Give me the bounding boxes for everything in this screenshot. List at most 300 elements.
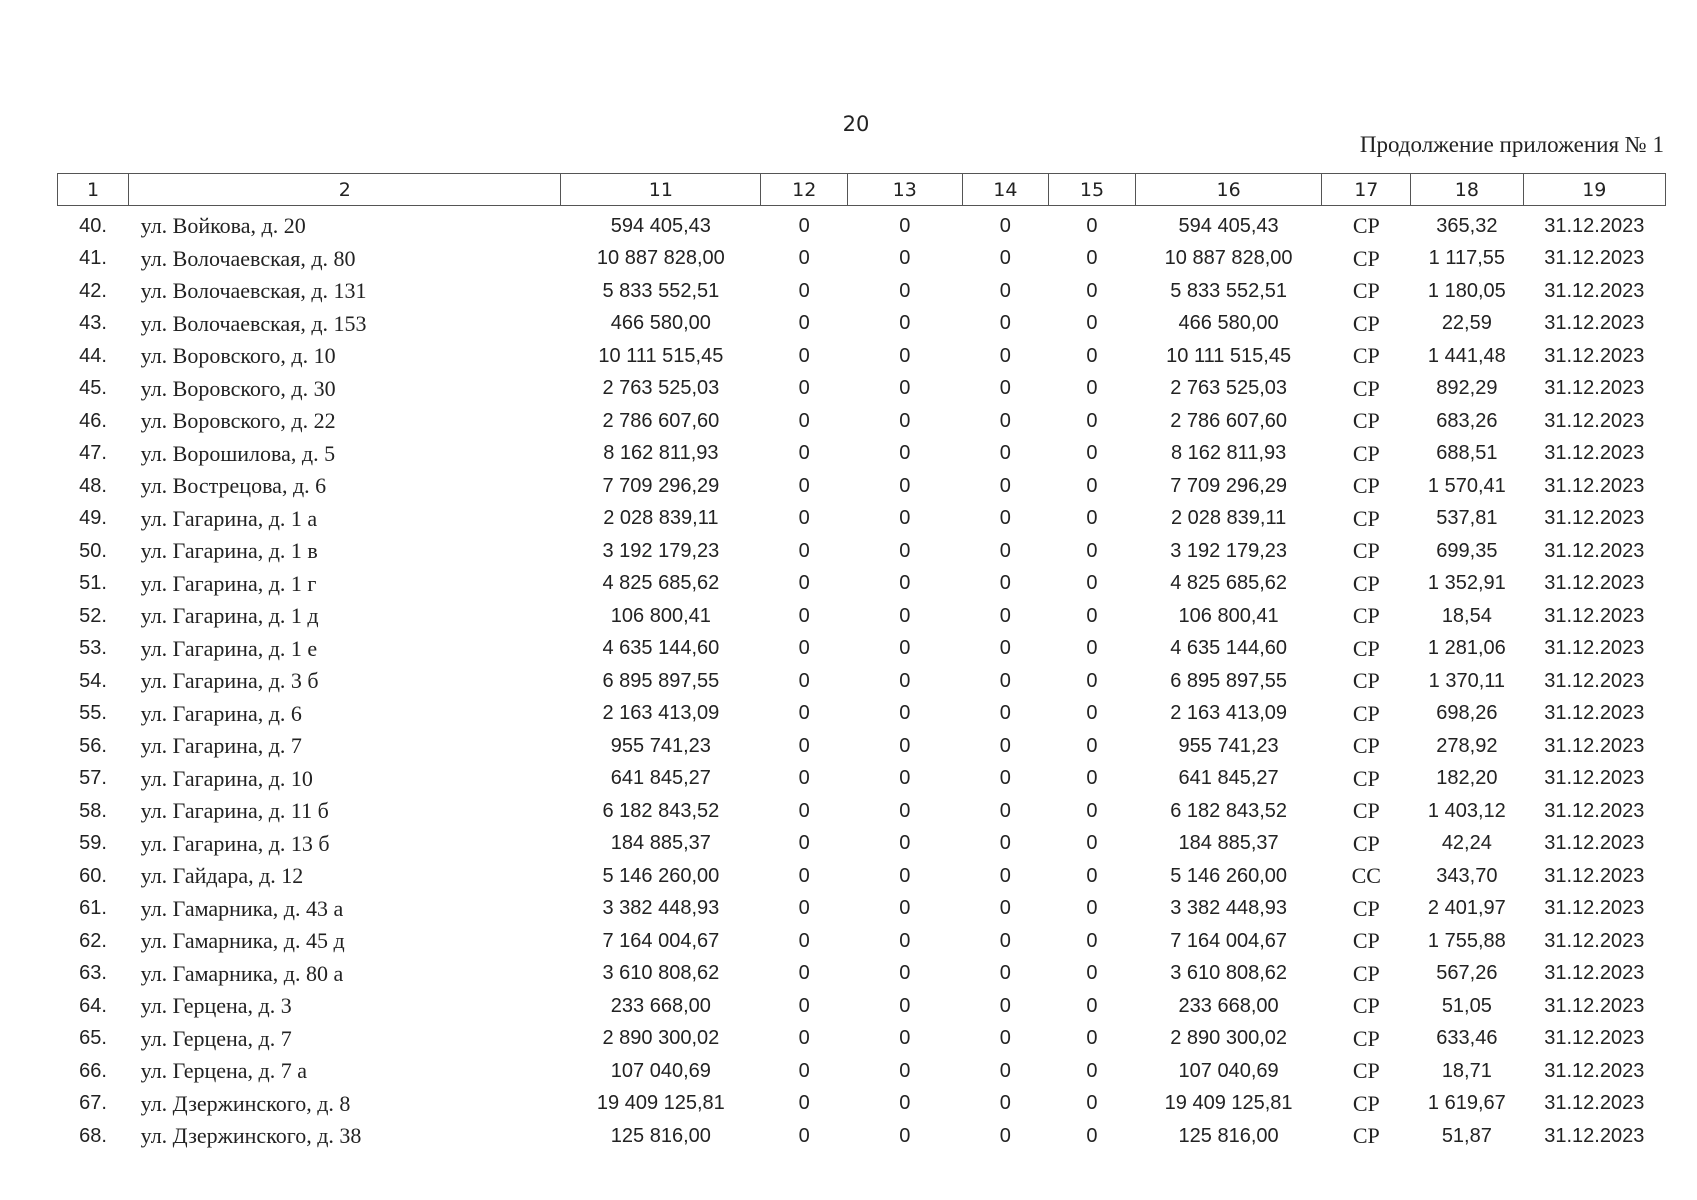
value-col-13: 0 xyxy=(899,344,911,367)
area-value: 567,26 xyxy=(1436,962,1498,985)
type-code: СР xyxy=(1352,635,1380,661)
type-code: СР xyxy=(1352,733,1380,759)
area-value: 182,20 xyxy=(1436,767,1498,790)
area-value: 51,87 xyxy=(1441,1124,1492,1147)
value-col-14: 0 xyxy=(999,279,1011,302)
area-value: 892,29 xyxy=(1436,377,1498,400)
value-col-12: 0 xyxy=(798,897,810,920)
total-amount: 2 786 607,60 xyxy=(1170,409,1287,432)
row-number: 58. xyxy=(79,799,107,822)
row-number: 65. xyxy=(79,1027,107,1050)
row-number: 50. xyxy=(79,539,107,562)
type-code: СР xyxy=(1352,765,1380,791)
amount-col-11: 10 887 828,00 xyxy=(596,247,725,270)
amount-col-11: 5 146 260,00 xyxy=(602,864,720,887)
type-code: СР xyxy=(1352,408,1380,434)
value-col-12: 0 xyxy=(798,669,810,692)
value-col-15: 0 xyxy=(1086,832,1098,855)
deadline-date: 31.12.2023 xyxy=(1544,1092,1645,1115)
total-amount: 7 164 004,67 xyxy=(1170,929,1287,952)
total-amount: 19 409 125,81 xyxy=(1164,1092,1293,1115)
total-amount: 6 895 897,55 xyxy=(1170,669,1287,692)
table-row xyxy=(58,1120,1666,1153)
total-amount: 955 741,23 xyxy=(1178,734,1279,757)
amount-col-11: 4 635 144,60 xyxy=(602,637,720,660)
table-row xyxy=(58,958,1666,991)
deadline-date: 31.12.2023 xyxy=(1544,247,1645,270)
area-value: 683,26 xyxy=(1436,409,1498,432)
row-number: 49. xyxy=(79,507,107,530)
value-col-15: 0 xyxy=(1086,214,1098,237)
value-col-15: 0 xyxy=(1086,897,1098,920)
total-amount: 2 028 839,11 xyxy=(1170,507,1287,530)
value-col-12: 0 xyxy=(798,929,810,952)
value-col-15: 0 xyxy=(1086,409,1098,432)
table-row xyxy=(58,763,1666,796)
value-col-14: 0 xyxy=(999,1124,1011,1147)
amount-col-11: 5 833 552,51 xyxy=(602,279,720,302)
value-col-15: 0 xyxy=(1086,1027,1098,1050)
value-col-12: 0 xyxy=(798,409,810,432)
area-value: 633,46 xyxy=(1436,1027,1498,1050)
amount-col-11: 184 885,37 xyxy=(610,832,711,855)
column-header: 11 xyxy=(561,174,761,206)
value-col-14: 0 xyxy=(999,767,1011,790)
amount-col-11: 19 409 125,81 xyxy=(596,1092,725,1115)
amount-col-11: 466 580,00 xyxy=(610,312,711,335)
address: ул. Гамарника, д. 45 д xyxy=(140,928,345,954)
value-col-12: 0 xyxy=(798,474,810,497)
total-amount: 5 833 552,51 xyxy=(1170,279,1287,302)
amount-col-11: 10 111 515,45 xyxy=(598,344,724,367)
column-header: 12 xyxy=(761,174,848,206)
value-col-14: 0 xyxy=(999,994,1011,1017)
value-col-14: 0 xyxy=(999,247,1011,270)
value-col-13: 0 xyxy=(899,377,911,400)
table-row xyxy=(58,535,1666,568)
row-number: 59. xyxy=(79,832,107,855)
value-col-13: 0 xyxy=(899,1027,911,1050)
value-col-13: 0 xyxy=(899,669,911,692)
value-col-14: 0 xyxy=(999,1059,1011,1082)
area-value: 1 619,67 xyxy=(1427,1092,1506,1115)
value-col-15: 0 xyxy=(1086,734,1098,757)
deadline-date: 31.12.2023 xyxy=(1544,214,1645,237)
row-number: 55. xyxy=(79,702,107,725)
value-col-12: 0 xyxy=(798,539,810,562)
table-row xyxy=(58,373,1666,406)
value-col-14: 0 xyxy=(999,929,1011,952)
value-col-15: 0 xyxy=(1086,572,1098,595)
value-col-15: 0 xyxy=(1086,669,1098,692)
type-code: СР xyxy=(1352,570,1380,596)
deadline-date: 31.12.2023 xyxy=(1544,767,1645,790)
value-col-13: 0 xyxy=(899,442,911,465)
value-col-12: 0 xyxy=(798,312,810,335)
value-col-14: 0 xyxy=(999,344,1011,367)
type-code: СР xyxy=(1352,895,1380,921)
value-col-14: 0 xyxy=(999,864,1011,887)
column-header: 13 xyxy=(848,174,962,206)
value-col-15: 0 xyxy=(1086,442,1098,465)
amount-col-11: 3 610 808,62 xyxy=(602,962,720,985)
value-col-14: 0 xyxy=(999,637,1011,660)
deadline-date: 31.12.2023 xyxy=(1544,832,1645,855)
value-col-13: 0 xyxy=(899,799,911,822)
deadline-date: 31.12.2023 xyxy=(1544,539,1645,562)
deadline-date: 31.12.2023 xyxy=(1544,474,1645,497)
type-code: СР xyxy=(1352,1123,1380,1149)
row-number: 42. xyxy=(79,279,107,302)
column-header: 17 xyxy=(1322,174,1411,206)
area-value: 1 117,55 xyxy=(1428,247,1506,270)
total-amount: 4 825 685,62 xyxy=(1170,572,1287,595)
value-col-12: 0 xyxy=(798,962,810,985)
type-code: СР xyxy=(1352,700,1380,726)
table-row xyxy=(58,206,1666,243)
value-col-13: 0 xyxy=(899,1092,911,1115)
address: ул. Воровского, д. 22 xyxy=(140,408,336,434)
value-col-14: 0 xyxy=(999,312,1011,335)
deadline-date: 31.12.2023 xyxy=(1544,1124,1645,1147)
row-number: 64. xyxy=(79,994,107,1017)
table-row xyxy=(58,503,1666,536)
total-amount: 6 182 843,52 xyxy=(1170,799,1287,822)
deadline-date: 31.12.2023 xyxy=(1544,604,1645,627)
amount-col-11: 8 162 811,93 xyxy=(603,442,719,465)
table-row xyxy=(58,308,1666,341)
type-code: СР xyxy=(1352,245,1380,271)
value-col-14: 0 xyxy=(999,377,1011,400)
column-header: 18 xyxy=(1411,174,1523,206)
table-row xyxy=(58,633,1666,666)
amount-col-11: 7 709 296,29 xyxy=(602,474,720,497)
table-row xyxy=(58,1023,1666,1056)
value-col-13: 0 xyxy=(899,214,911,237)
address: ул. Гагарина, д. 13 б xyxy=(140,830,330,856)
value-col-14: 0 xyxy=(999,409,1011,432)
area-value: 537,81 xyxy=(1436,507,1498,530)
row-number: 61. xyxy=(79,897,107,920)
address: ул. Гагарина, д. 3 б xyxy=(140,668,319,694)
area-value: 18,54 xyxy=(1441,604,1492,627)
table-row xyxy=(58,730,1666,763)
amount-col-11: 6 895 897,55 xyxy=(602,669,720,692)
value-col-15: 0 xyxy=(1086,344,1098,367)
column-header: 16 xyxy=(1135,174,1322,206)
value-col-14: 0 xyxy=(999,1027,1011,1050)
address: ул. Герцена, д. 7 а xyxy=(140,1058,308,1084)
value-col-12: 0 xyxy=(798,994,810,1017)
total-amount: 2 763 525,03 xyxy=(1170,377,1287,400)
value-col-13: 0 xyxy=(899,897,911,920)
address: ул. Войкова, д. 20 xyxy=(140,213,306,239)
address: ул. Герцена, д. 3 xyxy=(140,993,292,1019)
type-code: СР xyxy=(1352,1025,1380,1051)
address: ул. Вострецова, д. 6 xyxy=(140,473,327,499)
deadline-date: 31.12.2023 xyxy=(1544,1059,1645,1082)
table-row xyxy=(58,698,1666,731)
value-col-13: 0 xyxy=(899,832,911,855)
value-col-13: 0 xyxy=(899,994,911,1017)
total-amount: 233 668,00 xyxy=(1178,994,1279,1017)
address: ул. Гагарина, д. 1 г xyxy=(140,570,317,596)
row-number: 54. xyxy=(79,669,107,692)
deadline-date: 31.12.2023 xyxy=(1544,344,1645,367)
header-row xyxy=(58,174,1666,206)
row-number: 60. xyxy=(79,864,107,887)
data-table xyxy=(57,173,1666,1153)
value-col-15: 0 xyxy=(1086,247,1098,270)
type-code: СС xyxy=(1351,863,1381,889)
area-value: 688,51 xyxy=(1436,442,1498,465)
type-code: СР xyxy=(1352,668,1380,694)
area-value: 365,32 xyxy=(1436,214,1498,237)
total-amount: 594 405,43 xyxy=(1178,214,1279,237)
table-row xyxy=(58,340,1666,373)
amount-col-11: 2 786 607,60 xyxy=(602,409,720,432)
area-value: 1 441,48 xyxy=(1427,344,1506,367)
value-col-13: 0 xyxy=(899,572,911,595)
type-code: СР xyxy=(1352,1058,1380,1084)
type-code: СР xyxy=(1352,993,1380,1019)
value-col-14: 0 xyxy=(999,572,1011,595)
total-amount: 4 635 144,60 xyxy=(1170,637,1287,660)
value-col-15: 0 xyxy=(1086,702,1098,725)
table-row xyxy=(58,275,1666,308)
row-number: 57. xyxy=(79,767,107,790)
row-number: 67. xyxy=(79,1092,107,1115)
value-col-12: 0 xyxy=(798,832,810,855)
value-col-12: 0 xyxy=(798,214,810,237)
table-row xyxy=(58,828,1666,861)
table-row xyxy=(58,665,1666,698)
value-col-12: 0 xyxy=(798,377,810,400)
table-row xyxy=(58,1088,1666,1121)
type-code: СР xyxy=(1352,440,1380,466)
table-row xyxy=(58,470,1666,503)
address: ул. Воровского, д. 10 xyxy=(140,343,336,369)
value-col-13: 0 xyxy=(899,637,911,660)
deadline-date: 31.12.2023 xyxy=(1544,442,1645,465)
value-col-15: 0 xyxy=(1086,604,1098,627)
type-code: СР xyxy=(1352,538,1380,564)
row-number: 40. xyxy=(79,214,107,237)
value-col-15: 0 xyxy=(1086,799,1098,822)
type-code: СР xyxy=(1352,603,1380,629)
row-number: 46. xyxy=(79,409,107,432)
value-col-15: 0 xyxy=(1086,1124,1098,1147)
address: ул. Ворошилова, д. 5 xyxy=(140,440,336,466)
deadline-date: 31.12.2023 xyxy=(1544,279,1645,302)
amount-col-11: 2 763 525,03 xyxy=(602,377,720,400)
deadline-date: 31.12.2023 xyxy=(1544,962,1645,985)
table-row xyxy=(58,795,1666,828)
deadline-date: 31.12.2023 xyxy=(1544,864,1645,887)
total-amount: 125 816,00 xyxy=(1178,1124,1279,1147)
row-number: 43. xyxy=(79,312,107,335)
type-code: СР xyxy=(1352,798,1380,824)
deadline-date: 31.12.2023 xyxy=(1544,702,1645,725)
address: ул. Гайдара, д. 12 xyxy=(140,863,304,889)
table-body xyxy=(58,206,1666,1153)
value-col-13: 0 xyxy=(899,929,911,952)
value-col-15: 0 xyxy=(1086,539,1098,562)
deadline-date: 31.12.2023 xyxy=(1544,734,1645,757)
value-col-12: 0 xyxy=(798,279,810,302)
deadline-date: 31.12.2023 xyxy=(1544,637,1645,660)
amount-col-11: 3 192 179,23 xyxy=(602,539,720,562)
continuation-title: Продолжение приложения № 1 xyxy=(1359,132,1664,157)
total-amount: 5 146 260,00 xyxy=(1170,864,1287,887)
value-col-12: 0 xyxy=(798,604,810,627)
row-number: 44. xyxy=(79,344,107,367)
row-number: 47. xyxy=(79,442,107,465)
type-code: СР xyxy=(1352,213,1380,239)
value-col-14: 0 xyxy=(999,669,1011,692)
column-header: 14 xyxy=(962,174,1049,206)
table-row xyxy=(58,925,1666,958)
address: ул. Гагарина, д. 1 е xyxy=(140,635,318,661)
total-amount: 3 610 808,62 xyxy=(1170,962,1287,985)
row-number: 45. xyxy=(79,377,107,400)
address: ул. Гагарина, д. 1 д xyxy=(140,603,319,629)
value-col-15: 0 xyxy=(1086,864,1098,887)
amount-col-11: 594 405,43 xyxy=(610,214,711,237)
table-row xyxy=(58,405,1666,438)
deadline-date: 31.12.2023 xyxy=(1544,994,1645,1017)
table-row xyxy=(58,243,1666,276)
value-col-15: 0 xyxy=(1086,994,1098,1017)
type-code: СР xyxy=(1352,830,1380,856)
value-col-13: 0 xyxy=(899,312,911,335)
amount-col-11: 2 163 413,09 xyxy=(602,702,720,725)
area-value: 343,70 xyxy=(1436,864,1498,887)
value-col-13: 0 xyxy=(899,1124,911,1147)
value-col-12: 0 xyxy=(798,702,810,725)
value-col-14: 0 xyxy=(999,832,1011,855)
value-col-13: 0 xyxy=(899,767,911,790)
row-number: 53. xyxy=(79,637,107,660)
amount-col-11: 955 741,23 xyxy=(610,734,711,757)
address: ул. Герцена, д. 7 xyxy=(140,1025,292,1051)
type-code: СР xyxy=(1352,960,1380,986)
value-col-15: 0 xyxy=(1086,929,1098,952)
total-amount: 3 192 179,23 xyxy=(1170,539,1287,562)
deadline-date: 31.12.2023 xyxy=(1544,409,1645,432)
address: ул. Волочаевская, д. 131 xyxy=(140,278,367,304)
value-col-13: 0 xyxy=(899,247,911,270)
column-header: 1 xyxy=(58,174,129,206)
total-amount: 641 845,27 xyxy=(1178,767,1279,790)
row-number: 41. xyxy=(79,247,107,270)
table-row xyxy=(58,600,1666,633)
area-value: 1 403,12 xyxy=(1427,799,1506,822)
total-amount: 7 709 296,29 xyxy=(1170,474,1287,497)
area-value: 1 281,06 xyxy=(1427,637,1506,660)
value-col-12: 0 xyxy=(798,1059,810,1082)
value-col-15: 0 xyxy=(1086,312,1098,335)
area-value: 22,59 xyxy=(1441,312,1492,335)
value-col-15: 0 xyxy=(1086,279,1098,302)
value-col-13: 0 xyxy=(899,1059,911,1082)
type-code: СР xyxy=(1352,343,1380,369)
table-row xyxy=(58,990,1666,1023)
value-col-14: 0 xyxy=(999,734,1011,757)
area-value: 699,35 xyxy=(1436,539,1498,562)
type-code: СР xyxy=(1352,278,1380,304)
value-col-14: 0 xyxy=(999,214,1011,237)
value-col-14: 0 xyxy=(999,702,1011,725)
column-header: 15 xyxy=(1049,174,1136,206)
address: ул. Гамарника, д. 80 а xyxy=(140,960,344,986)
address: ул. Дзержинского, д. 38 xyxy=(140,1123,362,1149)
address: ул. Дзержинского, д. 8 xyxy=(140,1090,351,1116)
deadline-date: 31.12.2023 xyxy=(1544,929,1645,952)
value-col-12: 0 xyxy=(798,767,810,790)
amount-col-11: 4 825 685,62 xyxy=(602,572,720,595)
deadline-date: 31.12.2023 xyxy=(1544,507,1645,530)
table-row xyxy=(58,1055,1666,1088)
area-value: 1 755,88 xyxy=(1427,929,1506,952)
column-header: 19 xyxy=(1523,174,1665,206)
area-value: 51,05 xyxy=(1441,994,1492,1017)
amount-col-11: 7 164 004,67 xyxy=(602,929,720,952)
value-col-12: 0 xyxy=(798,442,810,465)
total-amount: 106 800,41 xyxy=(1178,604,1279,627)
deadline-date: 31.12.2023 xyxy=(1544,1027,1645,1050)
value-col-14: 0 xyxy=(999,539,1011,562)
total-amount: 2 890 300,02 xyxy=(1170,1027,1287,1050)
deadline-date: 31.12.2023 xyxy=(1544,669,1645,692)
total-amount: 8 162 811,93 xyxy=(1170,442,1287,465)
row-number: 62. xyxy=(79,929,107,952)
table-row xyxy=(58,860,1666,893)
total-amount: 10 111 515,45 xyxy=(1166,344,1292,367)
value-col-12: 0 xyxy=(798,507,810,530)
value-col-15: 0 xyxy=(1086,474,1098,497)
address: ул. Гагарина, д. 7 xyxy=(140,733,302,759)
value-col-13: 0 xyxy=(899,962,911,985)
value-col-13: 0 xyxy=(899,702,911,725)
value-col-12: 0 xyxy=(798,1124,810,1147)
table-row xyxy=(58,893,1666,926)
value-col-15: 0 xyxy=(1086,507,1098,530)
type-code: СР xyxy=(1352,473,1380,499)
row-number: 52. xyxy=(79,604,107,627)
row-number: 66. xyxy=(79,1059,107,1082)
value-col-12: 0 xyxy=(798,572,810,595)
amount-col-11: 106 800,41 xyxy=(610,604,711,627)
value-col-14: 0 xyxy=(999,442,1011,465)
address: ул. Гамарника, д. 43 а xyxy=(140,895,344,921)
deadline-date: 31.12.2023 xyxy=(1544,377,1645,400)
address: ул. Гагарина, д. 11 б xyxy=(140,798,329,824)
value-col-13: 0 xyxy=(899,507,911,530)
area-value: 42,24 xyxy=(1441,832,1492,855)
value-col-14: 0 xyxy=(999,962,1011,985)
value-col-14: 0 xyxy=(999,604,1011,627)
value-col-13: 0 xyxy=(899,474,911,497)
area-value: 2 401,97 xyxy=(1427,897,1506,920)
row-number: 56. xyxy=(79,734,107,757)
address: ул. Гагарина, д. 10 xyxy=(140,765,313,791)
value-col-13: 0 xyxy=(899,734,911,757)
value-col-12: 0 xyxy=(798,247,810,270)
value-col-15: 0 xyxy=(1086,962,1098,985)
total-amount: 2 163 413,09 xyxy=(1170,702,1287,725)
area-value: 1 180,05 xyxy=(1427,279,1506,302)
